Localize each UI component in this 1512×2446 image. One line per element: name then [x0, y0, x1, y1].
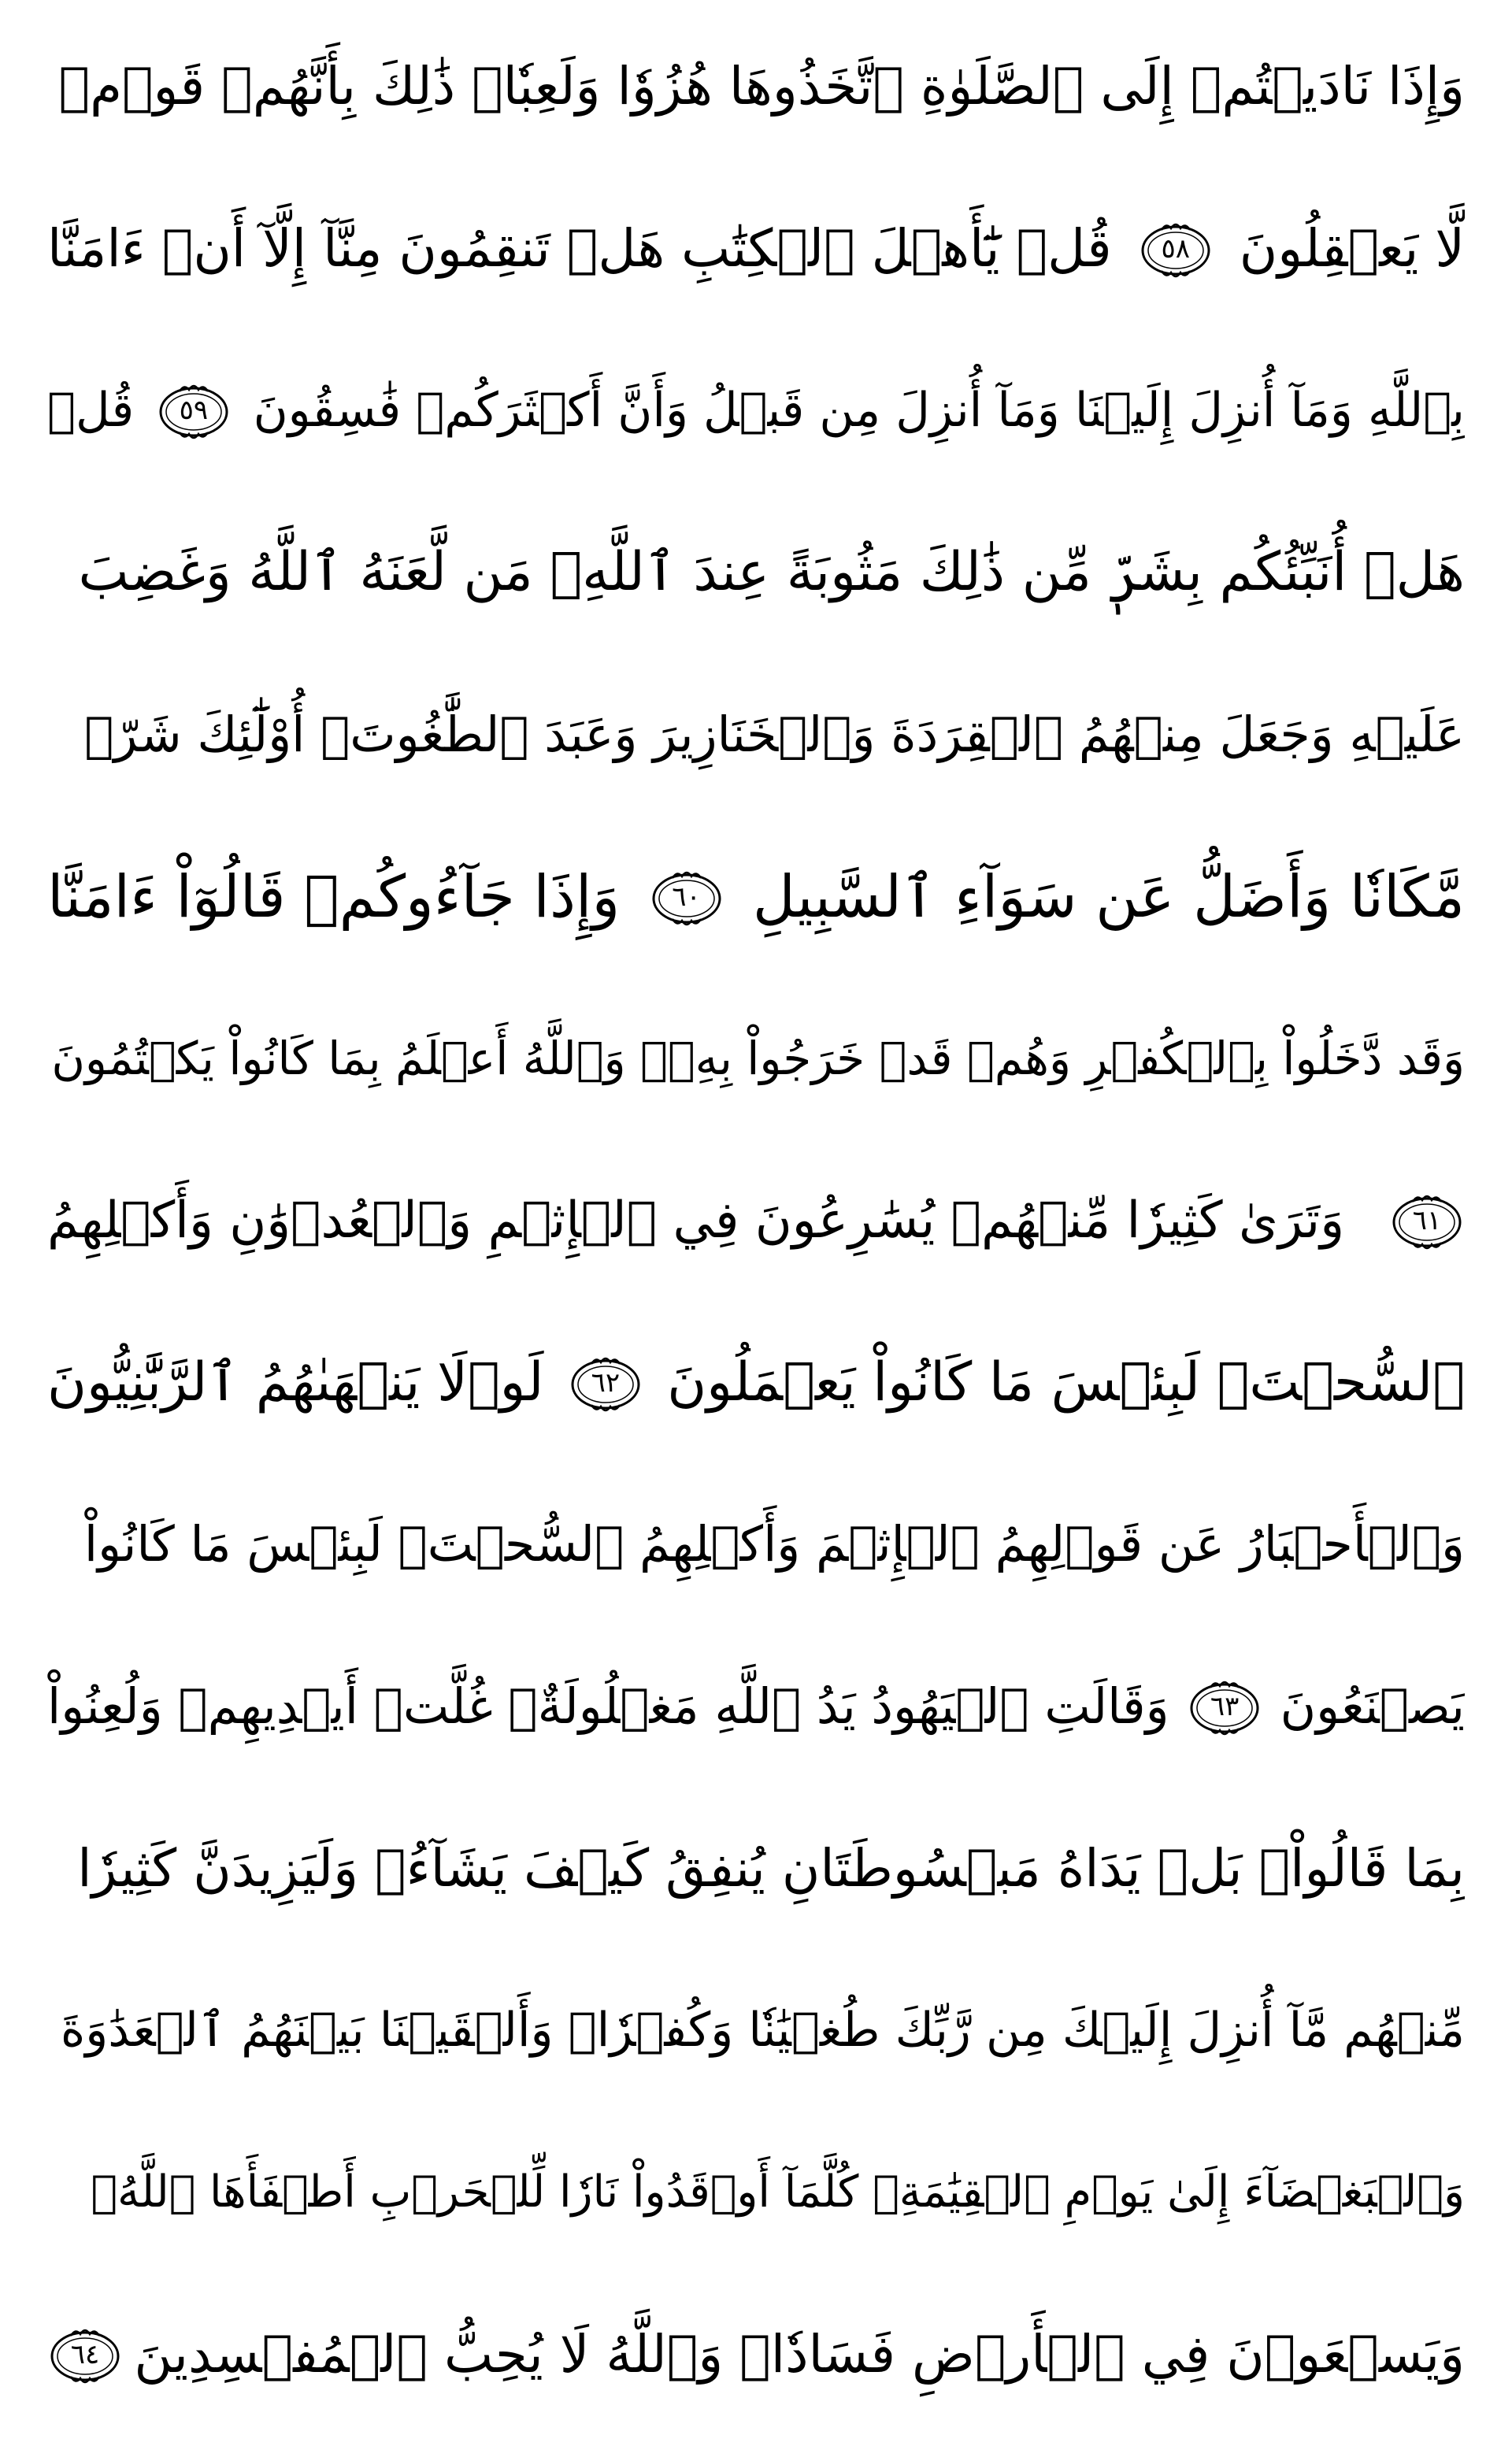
- verse-text: بِٱللَّهِ وَمَآ أُنزِلَ إِلَيۡنَا وَمَآ أُنزِلَ مِن قَبۡلُ وَأَنَّ أَكۡثَرَكُمۡ فَٰسِقُونَ: [253, 383, 1465, 439]
- text-line: [47, 1473, 1465, 1615]
- line-content: [47, 1473, 1465, 1615]
- verse-text: بِمَا قَالُواْۘ بَلۡ يَدَاهُ مَبۡسُوطَتَانِ يُنفِقُ كَيۡفَ يَشَآءُۚ وَلَيَزِيدَنَّ كَثِيرٗا: [77, 1837, 1465, 1899]
- line-content: [47, 178, 1465, 320]
- text-line: [47, 988, 1465, 1129]
- line-content: [47, 339, 1465, 481]
- line-content: [47, 988, 1465, 1129]
- ayah-number: ٦٢: [591, 1366, 621, 1399]
- verse-text: قُلۡ: [47, 383, 135, 439]
- ayah-end-marker-icon: [568, 1353, 643, 1413]
- verse-text: وَتَرَىٰ كَثِيرٗا مِّنۡهُمۡ يُسَٰرِعُونَ فِي ٱلۡإِثۡمِ وَٱلۡعُدۡوَٰنِ وَأَكۡلِهِمُ: [47, 1191, 1345, 1250]
- text-line: [47, 339, 1465, 481]
- line-content: [47, 1798, 1465, 1940]
- quran-text-block: [47, 16, 1465, 2426]
- verse-text: هَلۡ أُنَبِّئُكُم بِشَرّٖ مِّن ذَٰلِكَ مَثُوبَةً عِندَ ٱللَّهِۚ مَن لَّعَنَهُ ٱللَّهُ وَغَضِبَ: [78, 541, 1465, 604]
- verse-text: قُلۡ يَٰٓأَهۡلَ ٱلۡكِتَٰبِ هَلۡ تَنقِمُونَ مِنَّآ إِلَّآ أَنۡ ءَامَنَّا: [47, 217, 1112, 279]
- verse-text: ٱلسُّحۡتَۚ لَبِئۡسَ مَا كَانُواْ يَعۡمَلُونَ: [667, 1351, 1465, 1414]
- verse-text: وَإِذَا جَآءُوكُمۡ قَالُوٓاْ ءَامَنَّا: [47, 862, 621, 931]
- verse-text: وَٱلۡأَحۡبَارُ عَن قَوۡلِهِمُ ٱلۡإِثۡمَ وَأَكۡلِهِمُ ٱلسُّحۡتَۚ لَبِئۡسَ مَا كَانُواْ: [83, 1515, 1465, 1573]
- text-line: [47, 2284, 1465, 2426]
- verse-text: لَوۡلَا يَنۡهَىٰهُمُ ٱلرَّبَّٰنِيُّونَ: [47, 1351, 544, 1414]
- verse-text: لَّا يَعۡقِلُونَ: [1239, 217, 1465, 279]
- text-line: [47, 826, 1465, 968]
- text-line: [47, 178, 1465, 320]
- line-content: [47, 664, 1465, 806]
- text-line: [47, 1150, 1465, 1292]
- verse-text: وَقَد دَّخَلُواْ بِٱلۡكُفۡرِ وَهُمۡ قَدۡ خَرَجُواْ بِهِۦۚ وَٱللَّهُ أَعۡلَمُ بِمَا كَانُواْ يَكۡتُمُونَ: [51, 1032, 1465, 1086]
- ayah-end-marker-icon: [47, 2325, 123, 2385]
- verse-text: وَيَسۡعَوۡنَ فِي ٱلۡأَرۡضِ فَسَادٗاۚ وَٱللَّهُ لَا يُحِبُّ ٱلۡمُفۡسِدِينَ: [134, 2323, 1465, 2385]
- verse-text: وَقَالَتِ ٱلۡيَهُودُ يَدُ ٱللَّهِ مَغۡلُولَةٌۚ غُلَّتۡ أَيۡدِيهِمۡ وَلُعِنُواْ: [47, 1677, 1169, 1736]
- ayah-end-marker-icon: [1187, 1677, 1262, 1736]
- text-line: [47, 664, 1465, 806]
- line-content: [47, 1959, 1465, 2101]
- ayah-end-marker-icon: [1138, 219, 1214, 279]
- ayah-number: ٦٤: [70, 2338, 100, 2370]
- verse-text: وَٱلۡبَغۡضَآءَ إِلَىٰ يَوۡمِ ٱلۡقِيَٰمَةِۚ كُلَّمَآ أَوۡقَدُواْ نَارٗا لِّلۡحَرۡبِ أَطۡفَأَهَا ٱللَّهُۚ: [91, 2166, 1465, 2218]
- verse-text: وَإِذَا نَادَيۡتُمۡ إِلَى ٱلصَّلَوٰةِ ٱتَّخَذُوهَا هُزُوٗا وَلَعِبٗاۚ ذَٰلِكَ بِأَنَّهُمۡ قَوۡمٞ: [58, 56, 1465, 117]
- text-line: [47, 1636, 1465, 1777]
- line-content: [47, 16, 1465, 158]
- line-content: [47, 2284, 1465, 2426]
- ayah-end-marker-icon: [156, 380, 232, 440]
- line-content: [47, 502, 1465, 643]
- text-line: [47, 502, 1465, 643]
- ayah-number: ٦١: [1412, 1204, 1442, 1236]
- ayah-number: ٦٠: [672, 880, 701, 913]
- text-line: [47, 1959, 1465, 2101]
- text-line: [47, 1312, 1465, 1454]
- verse-text: يَصۡنَعُونَ: [1280, 1677, 1465, 1736]
- line-content: [47, 1312, 1465, 1454]
- ayah-number: ٥٩: [179, 395, 209, 427]
- line-content: [47, 2122, 1465, 2263]
- text-line: [47, 16, 1465, 158]
- verse-text: مَّكَانٗا وَأَضَلُّ عَن سَوَآءِ ٱلسَّبِيلِ: [752, 862, 1465, 931]
- line-content: [47, 826, 1465, 968]
- ayah-end-marker-icon: [649, 867, 724, 927]
- ayah-end-marker-icon: [1389, 1191, 1465, 1251]
- verse-text: مِّنۡهُم مَّآ أُنزِلَ إِلَيۡكَ مِن رَّبِّكَ طُغۡيَٰنٗا وَكُفۡرٗاۚ وَأَلۡقَيۡنَا بَيۡنَهُمُ ٱلۡعَدَٰوَةَ: [60, 2003, 1465, 2059]
- ayah-number: ٦٣: [1210, 1691, 1240, 1723]
- line-content: [47, 1636, 1465, 1777]
- text-line: [47, 1798, 1465, 1940]
- line-content: [47, 1150, 1465, 1292]
- ayah-number: ٥٨: [1161, 232, 1190, 265]
- verse-text: عَلَيۡهِ وَجَعَلَ مِنۡهُمُ ٱلۡقِرَدَةَ وَٱلۡخَنَازِيرَ وَعَبَدَ ٱلطَّٰغُوتَۚ أُوْلَٰٓئِكَ شَرّٞ: [84, 705, 1465, 763]
- text-line: [47, 2122, 1465, 2263]
